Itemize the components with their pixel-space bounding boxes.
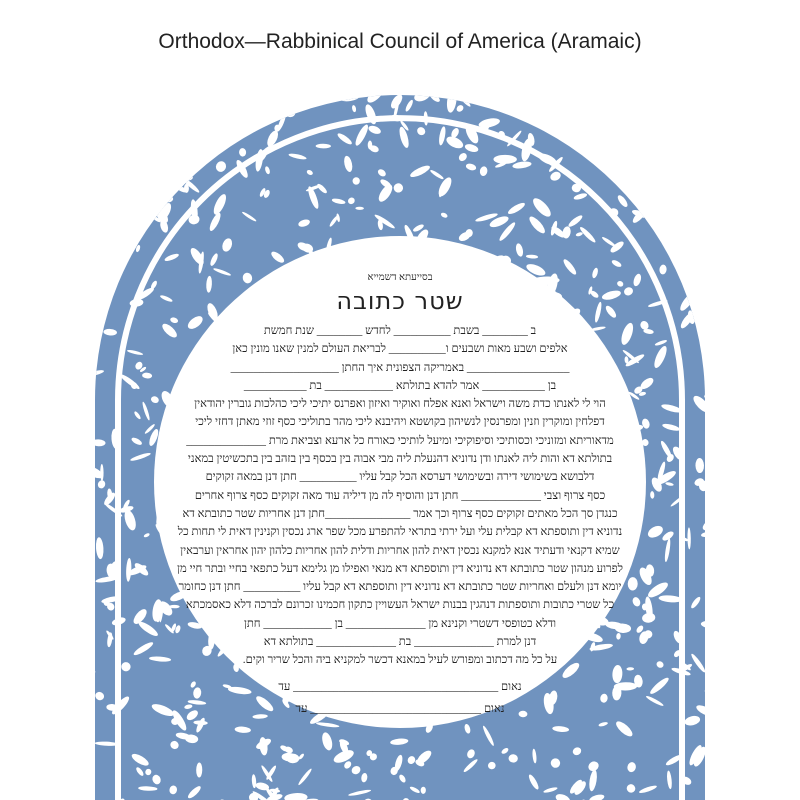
- leaf-cutout: [709, 590, 726, 600]
- leaf-cutout: [93, 243, 98, 254]
- witness-lines: [150, 676, 650, 720]
- leaf-cutout: [101, 201, 126, 213]
- text-line: דלבושא בשימושי דירה ובשימושי דערסא הכל קבל עליו __________ חתן דנן במאה זקוקים: [205, 471, 595, 484]
- leaf-cutout: [128, 82, 141, 93]
- leaf-cutout: [709, 587, 716, 606]
- leaf-cutout: [636, 198, 642, 207]
- leaf-cutout: [83, 354, 93, 363]
- leaf-cutout: [699, 205, 714, 215]
- leaf-cutout: [121, 238, 130, 245]
- leaf-cutout: [75, 306, 87, 315]
- leaf-cutout: [708, 678, 720, 693]
- leaf-cutout: [113, 120, 127, 131]
- text-line: דנן למרת ______________ בת ______________ בתולתא דא: [263, 636, 537, 649]
- leaf-cutout: [688, 151, 703, 161]
- leaf-cutout: [706, 529, 714, 538]
- leaf-cutout: [187, 105, 207, 121]
- leaf-cutout: [83, 619, 95, 632]
- leaf-cutout: [112, 260, 120, 275]
- leaf-cutout: [284, 92, 297, 106]
- leaf-cutout: [704, 689, 725, 700]
- leaf-cutout: [141, 85, 153, 97]
- leaf-cutout: [528, 84, 537, 95]
- text-line: כסף צרוף וצבי ______________ חתן דנן והוסיף לה מן דיליה עוד מאה זקוקים כסף צרוף אחרים: [194, 489, 606, 502]
- leaf-cutout: [359, 86, 368, 95]
- leaf-cutout: [695, 177, 703, 195]
- leaf-cutout: [611, 94, 624, 108]
- leaf-cutout: [705, 482, 709, 492]
- text-line: אלפים ושבע מאות ושבעים ו__________ לבריאת העולם למנין שאנו מונין כאן: [232, 343, 568, 356]
- leaf-cutout: [677, 236, 693, 255]
- text-line: כנגדן סך הכל מאתים זקוקים כסף צרוף וכך אמר _______________חתן דנן אחריות שטר כתובתא דא: [182, 507, 618, 520]
- ketubah-body: [150, 322, 650, 670]
- leaf-cutout: [503, 93, 511, 107]
- text-line: יומא דנן ולעלם ואחריות שטר כתובתא דא נדוניא דין ותוספתא דא קבל עליו __________ חתן דנן כחומר: [178, 581, 622, 594]
- ketubah-text: [150, 272, 650, 720]
- leaf-cutout: [704, 268, 715, 279]
- leaf-cutout: [243, 90, 254, 109]
- leaf-cutout: [246, 98, 267, 116]
- leaf-cutout: [74, 624, 95, 644]
- leaf-cutout: [691, 78, 705, 92]
- leaf-cutout: [383, 81, 394, 92]
- leaf-cutout: [96, 94, 112, 118]
- leaf-cutout: [124, 124, 134, 137]
- leaf-cutout: [705, 479, 727, 496]
- leaf-cutout: [203, 105, 209, 118]
- leaf-cutout: [126, 167, 146, 172]
- leaf-cutout: [225, 113, 246, 124]
- leaf-cutout: [712, 236, 727, 246]
- leaf-cutout: [603, 112, 613, 123]
- leaf-cutout: [702, 80, 710, 88]
- leaf-cutout: [219, 78, 235, 92]
- subtitle: בסייעתא דשמייא: [367, 272, 433, 283]
- leaf-cutout: [221, 87, 241, 96]
- leaf-cutout: [708, 756, 717, 780]
- text-line: על כל מה דכתוב ומפורש לעיל במאנא דכשר למקניא ביה והכל שריר וקים.: [242, 654, 558, 667]
- leaf-cutout: [75, 124, 90, 131]
- leaf-cutout: [514, 97, 524, 107]
- leaf-cutout: [284, 73, 298, 93]
- leaf-cutout: [612, 135, 620, 143]
- witness-signature-line: נאום ______________________________ עד: [295, 702, 505, 715]
- leaf-cutout: [96, 232, 105, 254]
- page-caption: Orthodox—Rabbinical Council of America (Aramaic): [158, 30, 642, 53]
- leaf-cutout: [129, 196, 142, 209]
- leaf-cutout: [599, 155, 606, 167]
- leaf-cutout: [703, 383, 727, 400]
- leaf-cutout: [703, 133, 715, 147]
- leaf-cutout: [128, 127, 138, 133]
- leaf-cutout: [680, 240, 690, 261]
- leaf-cutout: [656, 77, 665, 92]
- leaf-cutout: [665, 95, 688, 114]
- leaf-cutout: [181, 72, 190, 90]
- leaf-cutout: [85, 265, 96, 271]
- leaf-cutout: [172, 174, 193, 182]
- text-line: לפרוע מנהון שטר כתובתא דא נדוניא דין ותוספתא דא מנאי ואפילו מן גלימא דעל כתפאי בחיי ובתר חיי מן: [177, 562, 623, 575]
- text-line: מדאוריתא ומזוניכי וכסותיכי וסיפוקיכי ומיעל לותיכי כאורח כל ארעא וצביאת מרת ______________: [186, 434, 614, 447]
- leaf-cutout: [186, 112, 208, 123]
- leaf-cutout: [180, 108, 205, 126]
- text-line: הוי לי לאנתו כדת משה וישראל ואנא אפלח ואוקיר ואיזון ואפרנס יתיכי ליכי כהלכות גוברין יהודאין: [194, 398, 606, 411]
- leaf-cutout: [365, 76, 379, 91]
- leaf-cutout: [637, 202, 659, 208]
- leaf-cutout: [193, 152, 206, 167]
- leaf-cutout: [716, 87, 722, 94]
- leaf-cutout: [495, 82, 502, 90]
- leaf-cutout: [151, 176, 171, 192]
- leaf-cutout: [689, 248, 705, 257]
- leaf-cutout: [77, 127, 96, 145]
- leaf-cutout: [705, 375, 716, 396]
- leaf-cutout: [292, 88, 315, 105]
- leaf-cutout: [106, 79, 128, 93]
- leaf-cutout: [142, 166, 156, 186]
- leaf-cutout: [271, 79, 294, 85]
- leaf-cutout: [709, 402, 718, 424]
- leaf-cutout: [605, 132, 628, 142]
- leaf-cutout: [578, 83, 598, 99]
- leaf-cutout: [98, 211, 112, 231]
- leaf-cutout: [97, 162, 116, 180]
- leaf-cutout: [155, 157, 177, 176]
- leaf-cutout: [90, 92, 110, 111]
- text-line: ודלא כטופסי דשטרי וקנינא מן ______________ בן ____________ חתן: [243, 617, 557, 630]
- leaf-cutout: [127, 213, 150, 228]
- leaf-cutout: [708, 305, 726, 323]
- text-line: בן ___________ אמר להדא בתולתא ____________ בת ___________: [243, 379, 557, 392]
- leaf-cutout: [142, 163, 155, 179]
- leaf-cutout: [708, 555, 719, 566]
- text-line: כל שטרי כתובות ותוספתות דנהגין בבנות ישראל העשויין כתקון חכמינו זכרונם לברכה דלא כאסמכתא: [185, 599, 615, 612]
- leaf-cutout: [276, 84, 289, 95]
- leaf-cutout: [86, 195, 99, 210]
- leaf-cutout: [75, 424, 89, 437]
- text-line: שמיא דקנאי ודעתיד אנא למקנא נכסין דאית להון אחריות ודלית להון אחריות כלהון יהון אחראין וערבאין: [180, 544, 620, 557]
- leaf-cutout: [92, 273, 107, 283]
- leaf-cutout: [704, 589, 721, 598]
- leaf-cutout: [711, 643, 729, 660]
- leaf-cutout: [690, 250, 704, 274]
- leaf-cutout: [76, 337, 94, 347]
- leaf-cutout: [79, 304, 91, 316]
- text-line: __________________ באמריקה הצפונית איך החתן ___________________: [230, 361, 570, 374]
- leaf-cutout: [565, 96, 576, 119]
- text-line: דפלחין ומוקרין וזנין ומפרנסין לנשיהון בקושטא ויהיבנא ליכי מהר בתוליכי כסף זוזי מאתן דחזי ליכי: [195, 416, 605, 429]
- leaf-cutout: [665, 197, 674, 208]
- text-line: נדוניא דין ותוספתא דא קבלית עלי ועל ירתי בתראי להתפרע מכל שפר ארג נכסין וקנינין דאית לי תחות כל: [177, 526, 623, 539]
- heading: שטר כתובה: [336, 287, 464, 315]
- leaf-cutout: [656, 160, 676, 171]
- text-line: ב ________ בשבת __________ לחדש ________ שנת חמשת: [263, 325, 537, 337]
- leaf-cutout: [89, 203, 105, 214]
- leaf-cutout: [110, 139, 122, 148]
- witness-signature-line: נאום ____________________________________ עד: [278, 680, 522, 693]
- leaf-cutout: [157, 81, 162, 101]
- leaf-cutout: [658, 173, 666, 188]
- leaf-cutout: [677, 188, 688, 193]
- leaf-cutout: [83, 168, 96, 181]
- leaf-cutout: [254, 72, 268, 88]
- leaf-cutout: [78, 668, 96, 682]
- leaf-cutout: [73, 648, 95, 662]
- leaf-cutout: [121, 113, 145, 132]
- leaf-cutout: [594, 112, 605, 131]
- leaf-cutout: [128, 175, 144, 191]
- leaf-cutout: [684, 123, 700, 139]
- leaf-cutout: [703, 94, 717, 119]
- leaf-cutout: [481, 98, 490, 107]
- text-line: בתולתא דא והות ליה לאנתו ודן נדוניא דהנעלת ליה מבי אבוה בין בכסף בין בזהב בין בתכשיטין במאני: [187, 453, 613, 466]
- leaf-cutout: [705, 82, 716, 93]
- leaf-cutout: [136, 173, 145, 183]
- leaf-cutout: [180, 141, 186, 158]
- leaf-cutout: [131, 107, 144, 122]
- leaf-cutout: [677, 141, 690, 150]
